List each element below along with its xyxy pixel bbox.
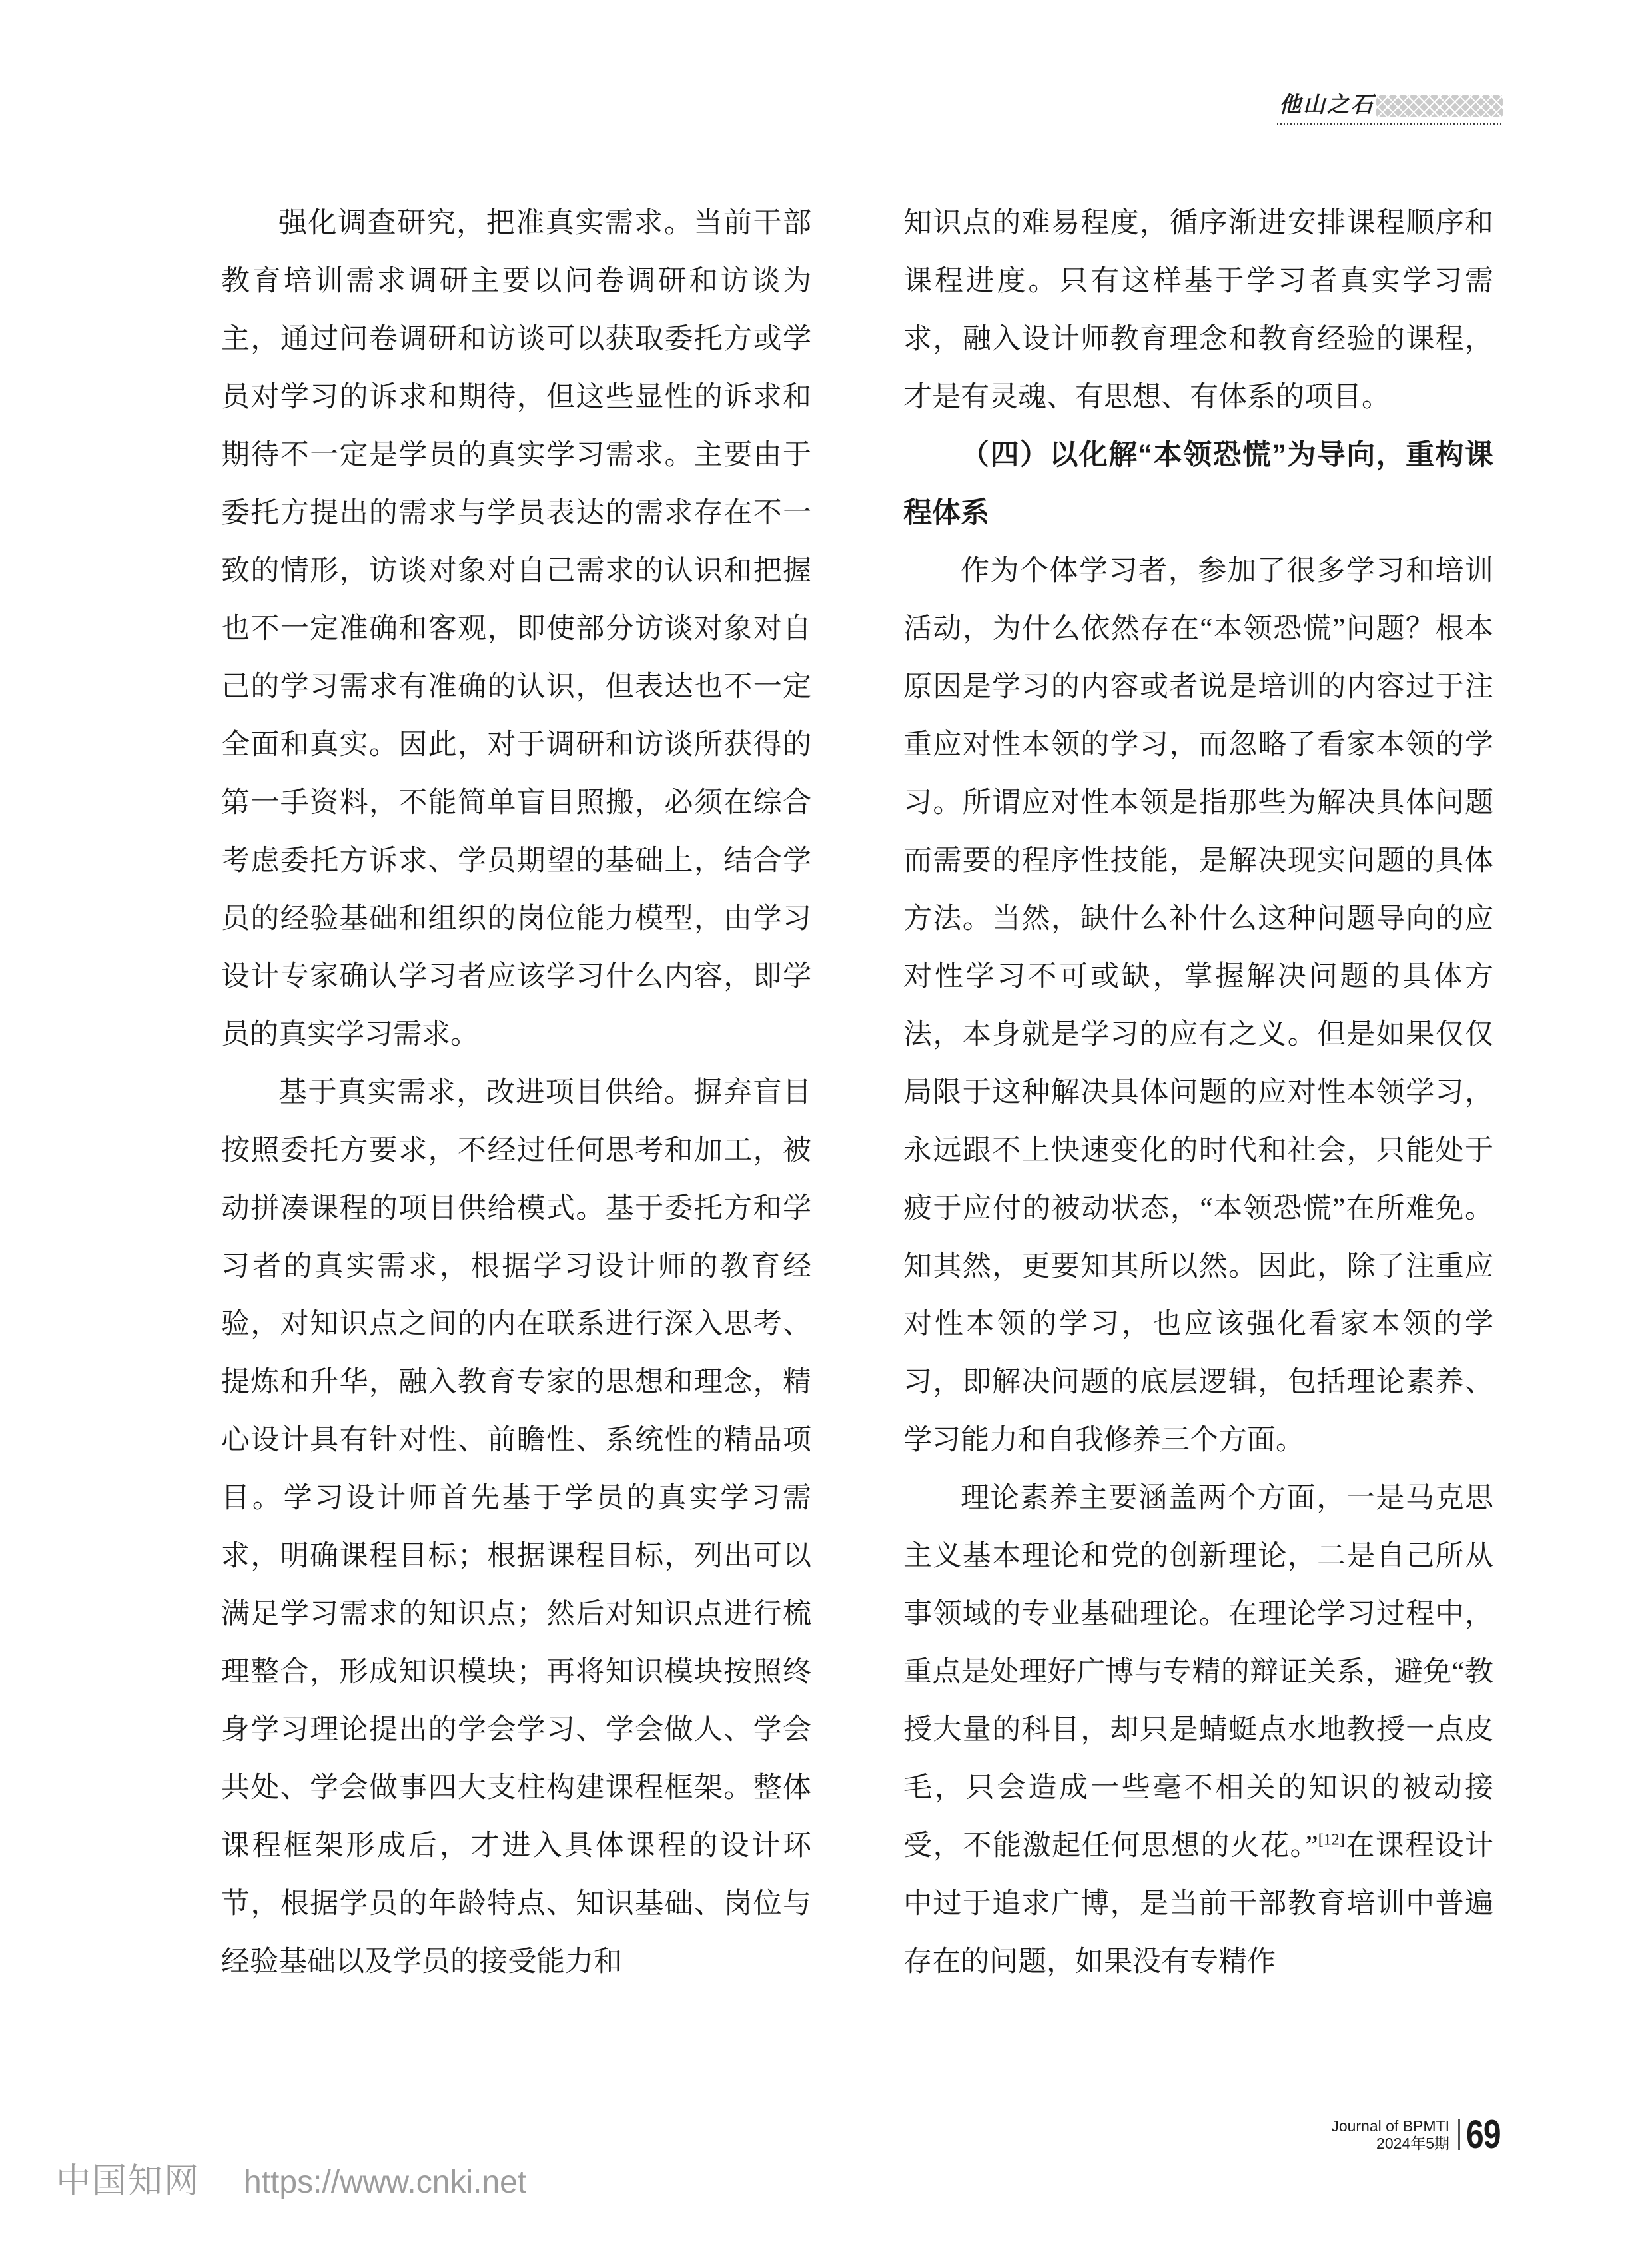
cnki-watermark — [56, 2153, 526, 2203]
site-url[interactable]: https://www.cnki.net — [244, 2165, 527, 2200]
right-column — [903, 194, 1493, 2054]
paragraph: 强化调查研究，把准真实需求。当前干部教育培训需求调研主要以问卷调研和访谈为主，通过问卷调研和访谈可以获取委托方或学员对学习的诉求和期待，但这些显性的诉求和期待不一定是学员的真实学习需求。主要由于委托方提出的需求与学员表达的需求存在不一致的情形，访谈对象对自己需求的认识和把握也不一定准确和客观，即使部分访谈对象对自己的学习需求有准确的认识，但表达也不一定全面和真实。因此，对于调研和访谈所获得的第一手资料，不能简单盲目照搬，必须在综合考虑委托方诉求、学员期望的基础上，结合学员的经验基础和组织的岗位能力模型，由学习设计专家确认学习者应该学习什么内容，即学员的真实学习需求。 — [221, 208, 811, 1050]
journal-info — [1324, 2117, 1449, 2152]
paragraph: 作为个体学习者，参加了很多学习和培训活动，为什么依然存在“本领恐慌”问题？根本原因是学习的内容或者说是培训的内容过于注重应对性本领的学习，而忽略了看家本领的学习。所谓应对性本领是指那些为解决具体问题而需要的程序性技能，是解决现实问题的具体方法。当然，缺什么补什么这种问题导向的应对性学习不可或缺，掌握解决问题的具体方法，本身就是学习的应有之义。但是如果仅仅局限于这种解决具体问题的应对性本领学习，永远跟不上快速变化的时代和社会，只能处于疲于应付的被动状态，“本领恐慌”在所难免。知其然，更要知其所以然。因此，除了注重应对性本领的学习，也应该强化看家本领的学习，即解决问题的底层逻辑，包括理论素养、学习能力和自我修养三个方面。 — [903, 556, 1493, 1456]
ornament-band — [1376, 95, 1503, 117]
journal-name: Journal of BPMTI — [1331, 2117, 1449, 2135]
paragraph: 基于真实需求，改进项目供给。摒弃盲目按照委托方要求，不经过任何思考和加工，被动拼凑课程的项目供给模式。基于委托方和学习者的真实需求，根据学习设计师的教育经验，对知识点之间的内在联系进行深入思考、提炼和升华，融入教育专家的思想和理念，精心设计具有针对性、前瞻性、系统性的精品项目。学习设计师首先基于学员的真实学习需求，明确课程目标；根据课程目标，列出可以满足学习需求的知识点；然后对知识点进行梳理整合，形成知识模块；再将知识模块按照终身学习理论提出的学会学习、学会做人、学会共处、学会做事四大支柱构建课程框架。整体课程框架形成后，才进入具体课程的设计环节，根据学员的年龄特点、知识基础、岗位与经验基础以及学员的接受能力和 — [221, 1077, 811, 1978]
paragraph: 知识点的难易程度，循序渐进安排课程顺序和课程进度。只有这样基于学习者真实学习需求，融入设计师教育理念和教育经验的课程，才是有灵魂、有思想、有体系的项目。 — [903, 208, 1493, 413]
paragraph: 理论素养主要涵盖两个方面，一是马克思主义基本理论和党的创新理论，二是自己所从事领域的专业基础理论。在理论学习过程中，重点是处理好广博与专精的辩证关系，避免“教授大量的科目，却只是蜻蜓点水地教授一点皮毛，只会造成一些毫不相关的知识的被动接受，不能激起任何思想的火花。”[12]在课程设计中过于追求广博，是当前干部教育培训中普遍存在的问题，如果没有专精作 — [903, 1483, 1493, 1978]
left-column — [221, 194, 811, 2054]
issue-label: 2024年5期 — [1376, 2134, 1449, 2152]
header-dotted-rule — [1277, 123, 1503, 125]
site-name: 中国知网 — [56, 2162, 201, 2201]
section-label: 他山之石 — [1279, 93, 1375, 117]
section-heading: （四）以化解“本领恐慌”为导向，重构课程体系 — [903, 439, 1493, 529]
page-number: 69 — [1466, 2112, 1501, 2157]
footer-divider — [1458, 2119, 1460, 2150]
page-footer — [1324, 2111, 1509, 2157]
citation-ref: [12] — [1318, 1831, 1345, 1849]
